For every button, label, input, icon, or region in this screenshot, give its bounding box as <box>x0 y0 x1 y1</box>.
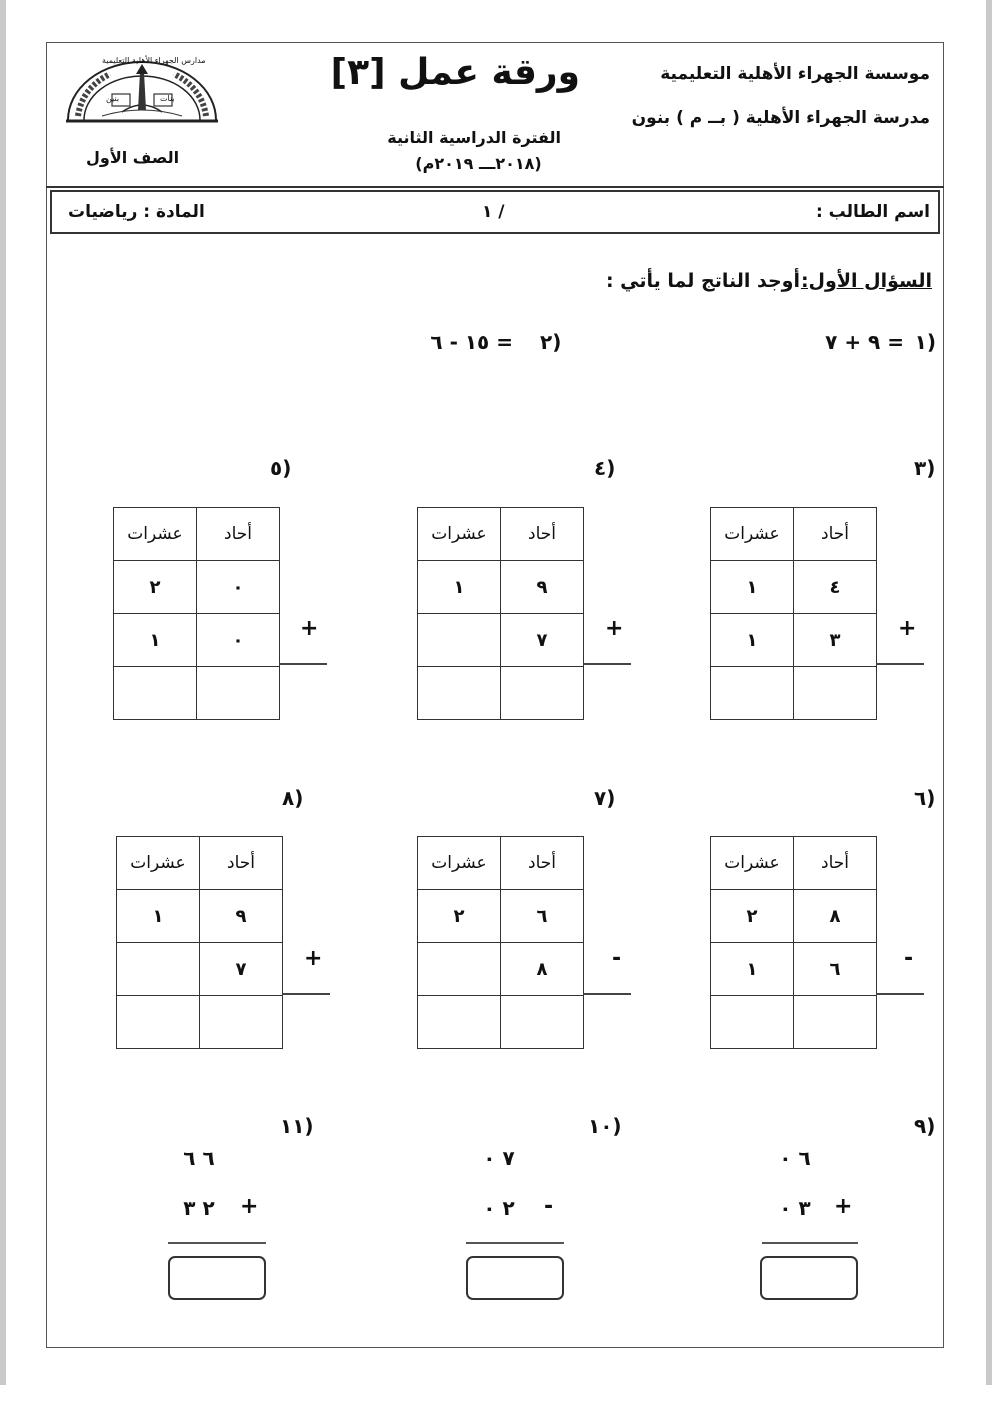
question-instruction: أوجد الناتج لما يأتي : <box>605 270 800 292</box>
place-value-table <box>710 836 877 1049</box>
tens-header: عشرات <box>711 508 794 561</box>
ones-header: أحاد <box>794 508 877 561</box>
answer-line <box>168 1242 266 1244</box>
sum-line <box>876 663 924 665</box>
place-value-table <box>417 507 584 720</box>
operator: - <box>612 946 622 971</box>
subject-label: المادة : رياضيات <box>68 202 205 222</box>
answer-ones-cell[interactable] <box>501 667 584 720</box>
ones-cell: ٠ <box>197 614 280 667</box>
sum-line <box>282 993 330 995</box>
answer-box[interactable] <box>466 1256 564 1300</box>
class-label: ١ / <box>482 202 505 222</box>
ones-cell: ٩ <box>200 890 283 943</box>
term-label: الفترة الدراسية الثانية <box>387 128 561 147</box>
ones-header: أحاد <box>501 837 584 890</box>
question-label: السؤال الأول: <box>800 270 932 292</box>
tens-header: عشرات <box>711 837 794 890</box>
ones-cell: ٣ <box>794 614 877 667</box>
ones-header: أحاد <box>794 837 877 890</box>
bottom-operand: ٢ ٣ <box>183 1196 215 1220</box>
answer-ones-cell[interactable] <box>794 667 877 720</box>
problem-number: ٦) <box>914 786 936 810</box>
ones-header: أحاد <box>197 508 280 561</box>
ones-cell: ٨ <box>794 890 877 943</box>
tens-cell <box>418 614 501 667</box>
ones-header: أحاد <box>501 508 584 561</box>
header-divider <box>46 186 944 188</box>
answer-tens-cell[interactable] <box>114 667 197 720</box>
problem-number: ٥) <box>270 456 292 480</box>
tens-cell: ١ <box>711 614 794 667</box>
ones-cell: ٦ <box>794 943 877 996</box>
ones-cell: ٤ <box>794 561 877 614</box>
problem-number: ٣) <box>914 456 936 480</box>
worksheet-title: ورقة عمل [٣] <box>330 52 580 93</box>
answer-box[interactable] <box>168 1256 266 1300</box>
answer-ones-cell[interactable] <box>200 996 283 1049</box>
tens-header: عشرات <box>114 508 197 561</box>
place-value-table <box>113 507 280 720</box>
ones-cell: ٧ <box>200 943 283 996</box>
ones-cell: ٩ <box>501 561 584 614</box>
problem-number: ١٠) <box>588 1114 622 1138</box>
answer-tens-cell[interactable] <box>117 996 200 1049</box>
problem-number: ١) <box>914 330 936 354</box>
problem-number: ٩) <box>914 1114 936 1138</box>
tens-cell <box>117 943 200 996</box>
operator: + <box>898 616 917 641</box>
difference-line <box>876 993 924 995</box>
grade-label: الصف الأول <box>86 148 180 167</box>
problem-number: ٢) <box>540 330 562 354</box>
operator: + <box>240 1194 259 1219</box>
tens-header: عشرات <box>418 837 501 890</box>
operator: - <box>544 1194 554 1219</box>
tens-cell: ٢ <box>418 890 501 943</box>
tens-cell: ٢ <box>711 890 794 943</box>
problem-number: ١١) <box>280 1114 314 1138</box>
logo-sub-right: بنات <box>160 94 175 103</box>
ones-header: أحاد <box>200 837 283 890</box>
ones-cell: ٠ <box>197 561 280 614</box>
tens-cell: ١ <box>711 943 794 996</box>
operator: + <box>300 616 319 641</box>
tens-cell: ١ <box>117 890 200 943</box>
answer-tens-cell[interactable] <box>418 667 501 720</box>
sum-line <box>279 663 327 665</box>
problem-number: ٨) <box>282 786 304 810</box>
answer-ones-cell[interactable] <box>794 996 877 1049</box>
tens-cell: ١ <box>418 561 501 614</box>
problem-expression: ١٥ - ٦ = <box>430 330 513 354</box>
operator: - <box>904 946 914 971</box>
tens-cell <box>418 943 501 996</box>
problem-expression: ٩ + ٧ = <box>825 330 904 354</box>
answer-tens-cell[interactable] <box>711 667 794 720</box>
answer-tens-cell[interactable] <box>418 996 501 1049</box>
student-name-label: اسم الطالب : <box>815 202 930 222</box>
school-name: مدرسة الجهراء الأهلية ( بــ م ) بنون <box>631 108 930 128</box>
place-value-table <box>116 836 283 1049</box>
bottom-operand: ٢ ٠ <box>483 1196 515 1220</box>
top-operand: ٦ ٠ <box>779 1146 811 1170</box>
answer-line <box>466 1242 564 1244</box>
tens-header: عشرات <box>418 508 501 561</box>
answer-tens-cell[interactable] <box>711 996 794 1049</box>
left-page-edge <box>0 0 6 1385</box>
operator: + <box>304 946 323 971</box>
top-operand: ٦ ٦ <box>183 1146 215 1170</box>
place-value-table <box>710 507 877 720</box>
place-value-table <box>417 836 584 1049</box>
sum-line <box>583 663 631 665</box>
operator: + <box>605 616 624 641</box>
tens-cell: ١ <box>711 561 794 614</box>
answer-ones-cell[interactable] <box>197 667 280 720</box>
answer-box[interactable] <box>760 1256 858 1300</box>
ones-cell: ٦ <box>501 890 584 943</box>
operator: + <box>834 1194 853 1219</box>
difference-line <box>583 993 631 995</box>
problem-number: ٤) <box>594 456 616 480</box>
school-logo <box>62 54 222 126</box>
tens-header: عشرات <box>117 837 200 890</box>
tens-cell: ١ <box>114 614 197 667</box>
logo-sub-left: بنين <box>106 94 120 103</box>
right-page-edge <box>986 0 992 1385</box>
school-year: (٢٠١٨ـــ ٢٠١٩م) <box>415 154 542 173</box>
ones-cell: ٧ <box>501 614 584 667</box>
answer-line <box>762 1242 858 1244</box>
problem-number: ٧) <box>594 786 616 810</box>
logo-arc-text: مدارس الجهراء الأهلية التعليمية <box>102 56 206 65</box>
tens-cell: ٢ <box>114 561 197 614</box>
top-operand: ٧ ٠ <box>483 1146 515 1170</box>
answer-ones-cell[interactable] <box>501 996 584 1049</box>
ones-cell: ٨ <box>501 943 584 996</box>
institution-name: موسسة الجهراء الأهلية التعليمية <box>660 64 930 84</box>
bottom-operand: ٣ ٠ <box>779 1196 811 1220</box>
